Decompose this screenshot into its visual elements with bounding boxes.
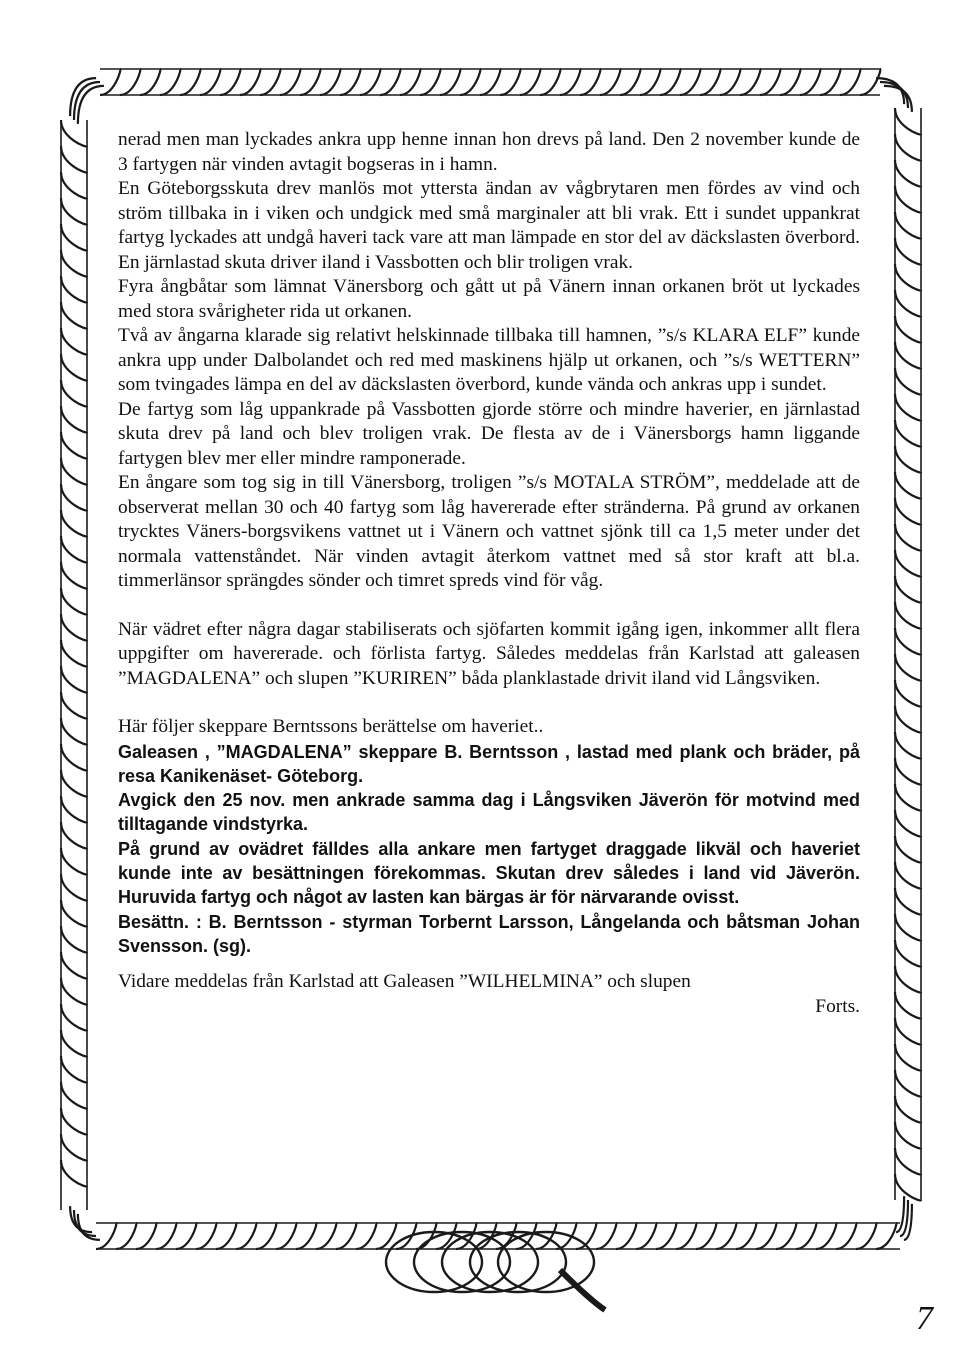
paragraph: Fyra ångbåtar som lämnat Vänersborg och gått ut på Vänern innan orkanen bröt ut lyckades med stora svårigheter rida ut orkanen. [118, 276, 860, 322]
rope-twist [895, 368, 921, 394]
rope-twist [756, 1223, 776, 1249]
rope-twist [720, 69, 740, 95]
rope-twist [220, 69, 240, 95]
rope-twist [380, 69, 400, 95]
rope-twist [320, 69, 340, 95]
rope-twist [816, 1223, 836, 1249]
rope-twist [280, 69, 300, 95]
rope-twist [895, 810, 921, 836]
rope-twist [61, 718, 87, 744]
rope-twist [895, 472, 921, 498]
rope-twist [895, 342, 921, 368]
rope-twist [895, 550, 921, 576]
rope-twist [61, 978, 87, 1004]
rope-twist [340, 69, 360, 95]
rope-twist [895, 134, 921, 160]
rope-twist [736, 1223, 756, 1249]
rope-twist [540, 69, 560, 95]
rope-twist [740, 69, 760, 95]
rope-twist [156, 1223, 176, 1249]
rope-twist [216, 1223, 236, 1249]
rope-twist [61, 1004, 87, 1030]
rope-twist [61, 1108, 87, 1134]
rope-twist [895, 186, 921, 212]
rope-twist [895, 1070, 921, 1096]
rope-twist [895, 264, 921, 290]
rope-twist [96, 1223, 116, 1249]
rope-twist [61, 1134, 87, 1160]
paragraph: En ångare som tog sig in till Vänersborg, troligen ”s/s MOTALA STRÖM”, meddelade att de observerat mellan 30 och 40 fartyg som låg havererade efter stränderna. På grund av orkanen trycktes Väners-borgsvikens vattnet ut i Vänern och vattnet sjönk till ca 1,5 meter under det normala vattenståndet. När vinden avtagit återkom vattnet med så stor kraft att bl.a. timmerlänsor sprängdes sönder och timret spreds vind för våg. [118, 472, 860, 591]
rope-twist [895, 576, 921, 602]
rope-twist [61, 770, 87, 796]
rope-twist [716, 1223, 736, 1249]
rope-twist [176, 1223, 196, 1249]
rope-twist [895, 706, 921, 732]
rope-twist [356, 1223, 376, 1249]
rope-twist [256, 1223, 276, 1249]
rope-corner [896, 1196, 904, 1232]
continued-note: Forts. [815, 995, 860, 1017]
rope-twist [400, 69, 420, 95]
rope-twist [240, 69, 260, 95]
paragraph: Två av ångarna klarade sig relativt helskinnade tillbaka till hamnen, ”s/s KLARA ELF” kunde ankra upp under Dalbolandet och red med maskinens hjälp ut orkanen, och ”s/s WETTERN” som tvingades lämpa en del av däckslasten överbord, kunde vända och ankras upp i sundet. [118, 325, 860, 395]
rope-twist [895, 160, 921, 186]
rope-twist [61, 1082, 87, 1108]
rope-twist [61, 536, 87, 562]
rope-twist [61, 328, 87, 354]
rope-twist [61, 744, 87, 770]
rope-twist [61, 1056, 87, 1082]
rope-twist [120, 69, 140, 95]
rope-twist [61, 198, 87, 224]
rope-twist [895, 836, 921, 862]
rope-twist [61, 588, 87, 614]
rope-twist [61, 276, 87, 302]
rope-twist [895, 1122, 921, 1148]
rope-twist [820, 69, 840, 95]
rope-twist [61, 926, 87, 952]
rope-twist [116, 1223, 136, 1249]
report-paragraph: Besättn. : B. Berntsson - styrman Torbernt Larsson, Långelanda och båtsman Johan Svensson. (sg). [118, 911, 860, 956]
rope-twist [61, 874, 87, 900]
rope-twist [416, 1223, 436, 1249]
rope-twist [780, 69, 800, 95]
page-body [118, 128, 860, 1019]
rope-twist [100, 69, 120, 95]
rope-twist [600, 69, 620, 95]
rope-twist [260, 69, 280, 95]
rope-twist [700, 69, 720, 95]
rope-twist [61, 510, 87, 536]
rope-twist [196, 1223, 216, 1249]
rope-twist [895, 680, 921, 706]
rope-twist [61, 562, 87, 588]
rope-twist [480, 69, 500, 95]
rope-twist [61, 432, 87, 458]
rope-twist [895, 1148, 921, 1174]
rope-twist [636, 1223, 656, 1249]
rope-twist [61, 640, 87, 666]
rope-twist [676, 1223, 696, 1249]
intro-line: Här följer skeppare Berntssons berättelse om haveriet.. [118, 716, 544, 737]
rope-twist [61, 666, 87, 692]
rope-twist [200, 69, 220, 95]
rope-twist [895, 1096, 921, 1122]
rope-twist [61, 822, 87, 848]
paragraph: En Göteborgsskuta drev manlös mot yttersta ändan av vågbrytaren men fördes av vind och ström tillbaka in i viken och undgick med små marginaler att bli vrak. Ett i sundet uppankrat fartyg lyckades att undgå haveri tack vare att man lämpade en stor del av däckslasten överbord. En järnlastad skuta driver iland i Vassbotten och blir troligen vrak. [118, 178, 860, 273]
rope-twist [140, 69, 160, 95]
rope-twist [856, 1223, 876, 1249]
rope-twist [61, 1030, 87, 1056]
rope-twist [296, 1223, 316, 1249]
rope-twist [61, 354, 87, 380]
rope-twist [61, 224, 87, 250]
rope-twist [61, 458, 87, 484]
rope-twist [61, 614, 87, 640]
rope-twist [460, 69, 480, 95]
rope-twist [895, 654, 921, 680]
rope-twist [836, 1223, 856, 1249]
rope-twist [860, 69, 880, 95]
rope-twist [300, 69, 320, 95]
paragraph: nerad men man lyckades ankra upp henne innan hon drevs på land. Den 2 november kunde de 3 fartygen när vinden avtagit bogseras in i hamn. [118, 129, 860, 175]
rope-twist [61, 250, 87, 276]
rope-twist [61, 848, 87, 874]
rope-twist [136, 1223, 156, 1249]
report-paragraph: På grund av ovädret fälldes alla ankare men fartyget draggade likväl och haveriet kunde inte av besättningen förekommas. Skutan drev således i land vid Jäverön. Huruvida fartyg och något av lasten kan bärgas är för närvarande ovisst. [118, 838, 860, 908]
rope-twist [895, 732, 921, 758]
rope-twist [895, 108, 921, 134]
rope-twist [895, 316, 921, 342]
rope-twist [895, 914, 921, 940]
report-paragraph: Avgick den 25 nov. men ankrade samma dag i Långsviken Jäverön för motvind med tilltagande vindstyrka. [118, 790, 860, 835]
rope-twist [596, 1223, 616, 1249]
rope-twist [895, 524, 921, 550]
rope-twist [420, 69, 440, 95]
rope-twist [520, 69, 540, 95]
rope-twist [440, 69, 460, 95]
rope-twist [336, 1223, 356, 1249]
rope-twist [160, 69, 180, 95]
rope-twist [500, 69, 520, 95]
rope-twist [840, 69, 860, 95]
rope-twist [316, 1223, 336, 1249]
rope-twist [760, 69, 780, 95]
rope-twist [660, 69, 680, 95]
rope-twist [620, 69, 640, 95]
rope-twist [895, 1174, 921, 1200]
rope-twist [680, 69, 700, 95]
rope-twist [895, 862, 921, 888]
rope-twist [895, 1044, 921, 1070]
rope-twist [895, 940, 921, 966]
rope-twist [656, 1223, 676, 1249]
rope-twist [895, 498, 921, 524]
rope-twist [876, 1223, 896, 1249]
rope-twist [61, 172, 87, 198]
rope-twist [61, 796, 87, 822]
rope-twist [776, 1223, 796, 1249]
rope-twist [895, 238, 921, 264]
rope-twist [796, 1223, 816, 1249]
rope-twist [560, 69, 580, 95]
rope-twist [640, 69, 660, 95]
rope-twist [236, 1223, 256, 1249]
closing-line: Vidare meddelas från Karlstad att Galeasen ”WILHELMINA” och slupen [118, 971, 691, 993]
rope-twist [61, 900, 87, 926]
page-number: 7 [916, 1300, 933, 1337]
report-paragraph: Galeasen , ”MAGDALENA” skeppare B. Berntsson , lastad med plank och bräder, på resa Kanikenäset- Göteborg. [118, 741, 860, 786]
rope-twist [61, 484, 87, 510]
rope-twist [895, 888, 921, 914]
rope-twist [61, 692, 87, 718]
rope-twist [61, 1160, 87, 1186]
rope-twist [61, 380, 87, 406]
rope-twist [276, 1223, 296, 1249]
rope-twist [895, 966, 921, 992]
rope-twist [895, 628, 921, 654]
rope-twist [61, 146, 87, 172]
paragraph: När vädret efter några dagar stabiliserats och sjöfarten kommit igång igen, inkommer allt flera uppgifter om havererade. och förlista fartyg. Således meddelas från Karlstad att galeasen ”MAGDALENA” och slupen ”KURIREN” båda planklastade drivit iland vid Långsviken. [118, 618, 860, 689]
rope-twist [360, 69, 380, 95]
paragraph: De fartyg som låg uppankrade på Vassbotten gjorde större och mindre haverier, en järnlastad skuta drev på land och blev troligen vrak. De flesta av de i Vänersborgs hamn liggande fartygen blev mer eller mindre ramponerade. [118, 398, 860, 469]
rope-twist [180, 69, 200, 95]
rope-twist [61, 120, 87, 146]
rope-twist [61, 406, 87, 432]
rope-twist [61, 952, 87, 978]
rope-knot [386, 1232, 605, 1310]
rope-twist [800, 69, 820, 95]
rope-twist [895, 784, 921, 810]
rope-twist [580, 69, 600, 95]
rope-twist [895, 212, 921, 238]
rope-twist [895, 758, 921, 784]
rope-twist [895, 1018, 921, 1044]
rope-twist [895, 394, 921, 420]
rope-twist [895, 602, 921, 628]
rope-twist [895, 992, 921, 1018]
rope-twist [61, 302, 87, 328]
rope-twist [895, 420, 921, 446]
rope-twist [895, 290, 921, 316]
rope-twist [696, 1223, 716, 1249]
rope-twist [616, 1223, 636, 1249]
rope-twist [895, 446, 921, 472]
